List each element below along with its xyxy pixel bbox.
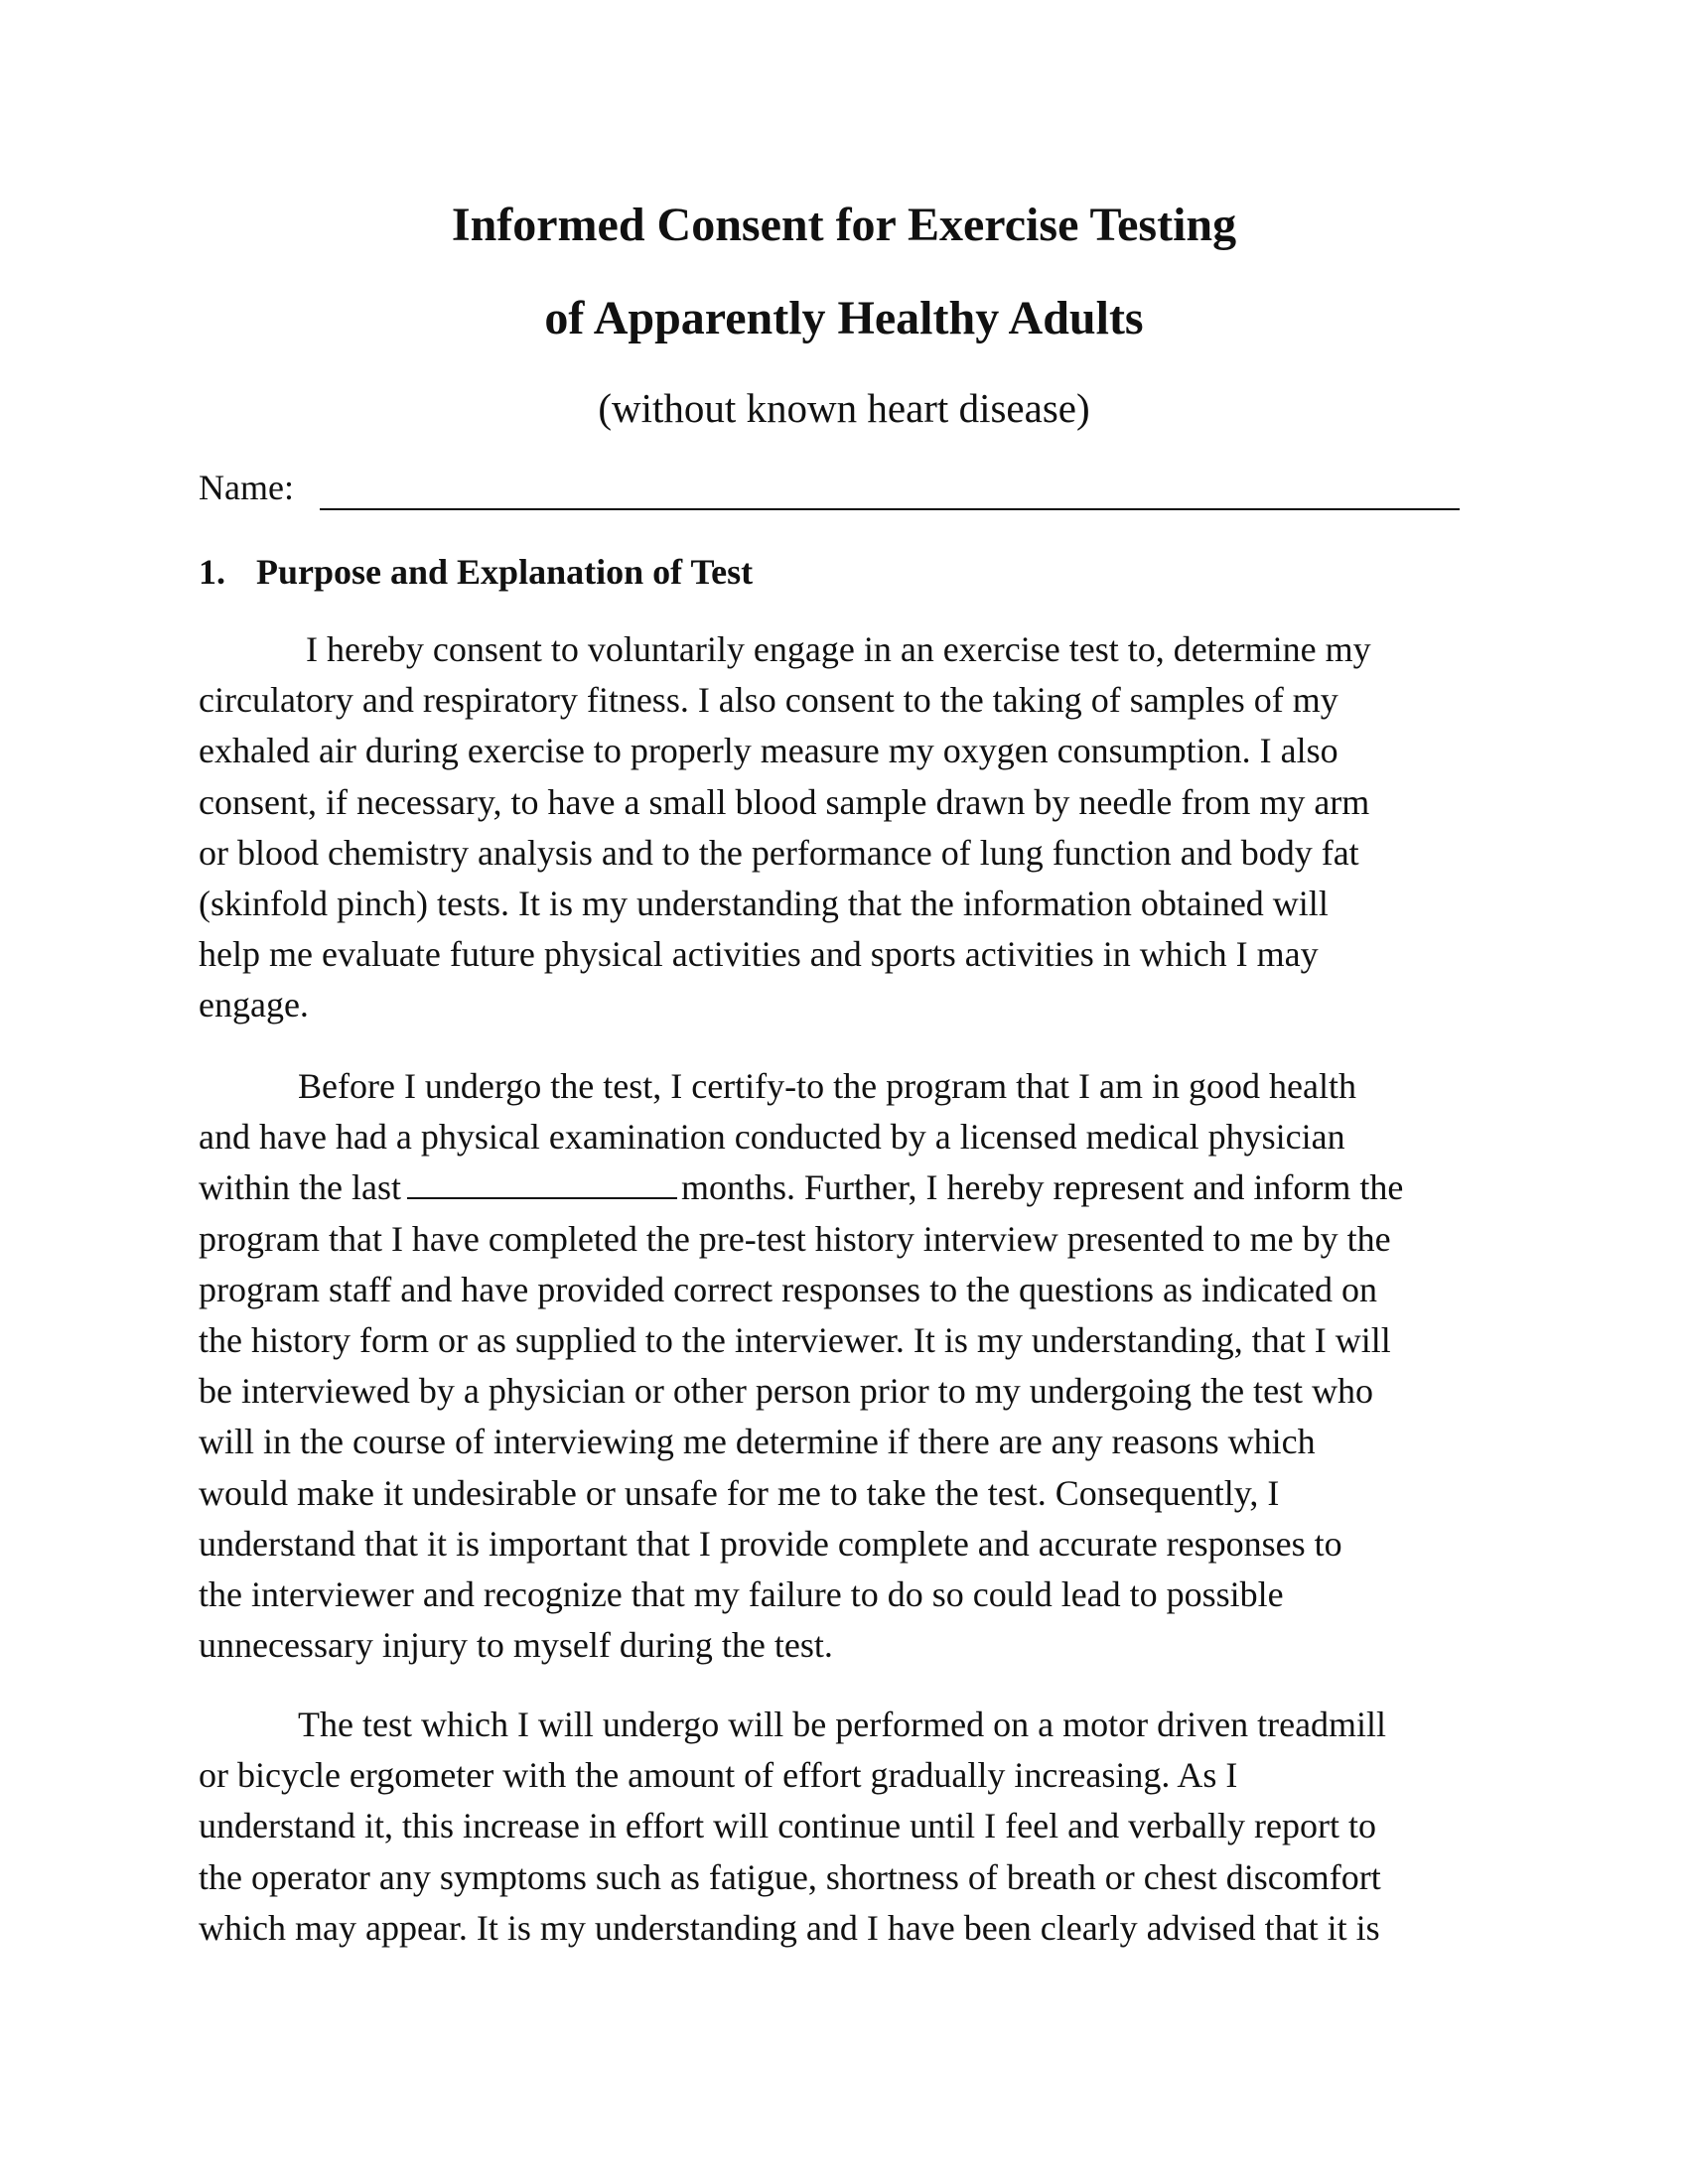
- paragraph-line: understand it, this increase in effort will continue until I feel and verbally report to: [199, 1806, 1376, 1846]
- paragraph-line: help me evaluate future physical activities and sports activities in which I may: [199, 934, 1319, 975]
- paragraph-line: Before I undergo the test, I certify-to the program that I am in good health: [298, 1066, 1356, 1106]
- paragraph-line: engage.: [199, 985, 309, 1025]
- paragraph-line: exhaled air during exercise to properly measure my oxygen consumption. I also: [199, 731, 1338, 771]
- paragraph-line: (skinfold pinch) tests. It is my understanding that the information obtained will: [199, 883, 1329, 923]
- paragraph-line: The test which I will undergo will be performed on a motor driven treadmill: [298, 1705, 1387, 1744]
- section-number: 1.: [199, 552, 225, 592]
- paragraph-line: the history form or as supplied to the interviewer. It is my understanding, that I will: [199, 1319, 1391, 1360]
- paragraph-line: which may appear. It is my understanding and I have been clearly advised that it is: [199, 1907, 1380, 1948]
- paragraph-line: understand that it is important that I provide complete and accurate responses to: [199, 1523, 1342, 1564]
- name-label: Name:: [199, 468, 294, 507]
- paragraph-line: program that I have completed the pre-test history interview presented to me by the: [199, 1218, 1391, 1259]
- paragraph-line: the interviewer and recognize that my failure to do so could lead to possible: [199, 1573, 1284, 1614]
- months-suffix-text: months. Further, I hereby represent and inform the: [680, 1167, 1404, 1208]
- paragraph-line: program staff and have provided correct responses to the questions as indicated on: [199, 1269, 1377, 1309]
- paragraph-consent-purpose: [199, 624, 1489, 1031]
- paragraph-line: unnecessary injury to myself during the test.: [199, 1625, 833, 1666]
- paragraph-line: or blood chemistry analysis and to the performance of lung function and body fat: [199, 832, 1359, 873]
- paragraph-line: or bicycle ergometer with the amount of effort gradually increasing. As I: [199, 1755, 1238, 1796]
- paragraph-line-with-blank: [199, 1162, 1489, 1213]
- section-title: Purpose and Explanation of Test: [256, 552, 754, 592]
- name-row: [199, 470, 1479, 519]
- document-title-line-2: of Apparently Healthy Adults: [544, 292, 1144, 344]
- paragraph-line: will in the course of interviewing me determine if there are any reasons which: [199, 1422, 1316, 1462]
- paragraph-line: and have had a physical examination conducted by a licensed medical physician: [199, 1117, 1345, 1158]
- paragraph-line: be interviewed by a physician or other person prior to my undergoing the test who: [199, 1371, 1374, 1412]
- paragraph-health-certification: [199, 1061, 1489, 1671]
- paragraph-test-procedure: [199, 1700, 1489, 1954]
- months-prefix-text: within the last: [199, 1167, 401, 1208]
- paragraph-line: would make it undesirable or unsafe for me to take the test. Consequently, I: [199, 1472, 1280, 1513]
- paragraph-line: the operator any symptoms such as fatigue, shortness of breath or chest discomfort: [199, 1856, 1381, 1897]
- paragraph-line: I hereby consent to voluntarily engage in an exercise test to, determine my: [306, 629, 1371, 669]
- paragraph-line: consent, if necessary, to have a small blood sample drawn by needle from my arm: [199, 781, 1370, 822]
- name-field[interactable]: [320, 508, 1460, 510]
- document-title-line-1: Informed Consent for Exercise Testing: [451, 199, 1237, 251]
- section-heading-purpose: [199, 554, 753, 590]
- document-subtitle: (without known heart disease): [598, 385, 1090, 431]
- paragraph-line: circulatory and respiratory fitness. I also consent to the taking of samples of my: [199, 680, 1338, 721]
- months-blank-field[interactable]: [407, 1167, 677, 1199]
